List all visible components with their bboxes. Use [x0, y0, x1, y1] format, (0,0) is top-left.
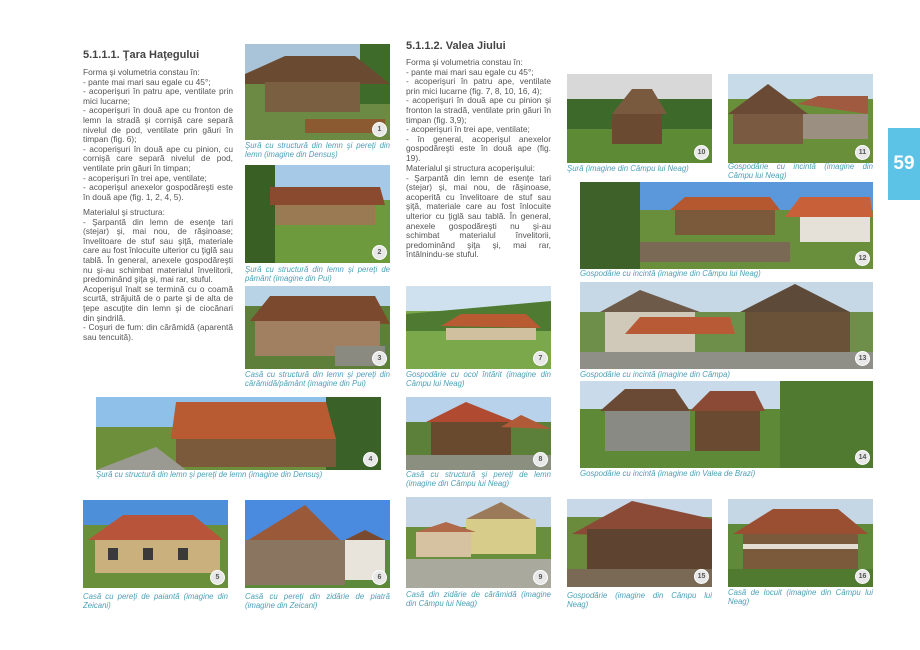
figure-number-14: 14	[855, 450, 870, 465]
photo-6	[245, 500, 390, 588]
photo-4	[96, 397, 381, 470]
figure-number-5: 5	[210, 570, 225, 585]
caption-15: Gospodărie (imagine din Câmpu lui Neag)	[567, 591, 712, 609]
figure-number-16: 16	[855, 569, 870, 584]
caption-2: Şură cu structură din lemn şi pereţi de pământ (imagine din Pui)	[245, 265, 390, 283]
caption-16: Casă de locuit (imagine din Câmpu lui Neag)	[728, 588, 873, 606]
caption-7: Gospodărie cu ocol întărit (imagine din Câmpu lui Neag)	[406, 370, 551, 388]
section-title-tara-hategului: 5.1.1.1. Ţara Haţegului	[83, 49, 200, 61]
caption-11: Gospodărie cu incintă (imagine din Câmpu lui Neag)	[728, 162, 873, 180]
figure-number-1: 1	[372, 122, 387, 137]
photo-13	[580, 282, 873, 369]
photo-12	[580, 182, 873, 269]
figure-number-3: 3	[372, 351, 387, 366]
caption-13: Gospodărie cu incintă (imagine din Câmpa)	[580, 370, 730, 379]
section-body-forma: Forma şi volumetria constau în: - pante mai mari sau egale cu 45°; - acoperişuri în patru ape, ventilate prin mici lucarne; - acoperişuri în două ape cu fronton de lemn la stradă şi cornişă care separă nivelul de pod, ventilate prin găuri în timpan (fig. 6); - acoperişuri în două ape cu pinion, cu cornişă care separă nivelul de pod, ventilate prin găuri în timpan; - acoperişuri în trei ape, ventilate; - acoperişul anexelor gospodăreşti este în două ape (fig. 1, 2, 4, 5).	[83, 67, 233, 202]
photo-7	[406, 286, 551, 369]
photo-8	[406, 397, 551, 470]
caption-8: Casă cu structură şi pereţi de lemn (imagine din Câmpu lui Neag)	[406, 470, 551, 488]
photo-5	[83, 500, 228, 588]
caption-6: Casă cu pereţi din zidărie de piatră (imagine din Zeicani)	[245, 592, 390, 610]
section-body-forma-jiu: Forma şi volumetria constau în: - pante mai mari sau egale cu 45°; - acoperişuri în patru ape, ventilate prin mici lucarne (fig. 7, 8, 10, 16, 4); - acoperişuri în două ape cu pinion şi fronton la stradă, ventilate prin găuri în timpan (fig. 3,9); - acoperişuri în trei ape, ventilate; - în general, acoperişul anexelor gospodăreşti este în două ape (fig. 19).	[406, 57, 551, 163]
caption-10: Şură (imagine din Câmpu lui Neag)	[567, 164, 689, 173]
photo-1	[245, 44, 390, 140]
figure-number-4: 4	[363, 452, 378, 467]
figure-number-13: 13	[855, 351, 870, 366]
figure-number-11: 11	[855, 145, 870, 160]
photo-3	[245, 286, 390, 369]
figure-number-6: 6	[372, 570, 387, 585]
page-number-tab: 59	[888, 128, 920, 200]
photo-10	[567, 74, 712, 163]
figure-number-2: 2	[372, 245, 387, 260]
caption-14: Gospodărie cu incintă (imagine din Valea de Brazi)	[580, 469, 756, 478]
photo-11	[728, 74, 873, 163]
section-title-valea-jiului: 5.1.1.2. Valea Jiului	[406, 40, 506, 52]
caption-5: Casă cu pereţi de paiantă (imagine din Zeicani)	[83, 592, 228, 610]
caption-12: Gospodărie cu incintă (imagine din Câmpu lui Neag)	[580, 269, 761, 278]
caption-3: Casă cu structură din lemn şi pereţi din cărămidă/pământ (imagine din Pui)	[245, 370, 390, 388]
figure-number-7: 7	[533, 351, 548, 366]
section-body-material: Materialul şi structura: - Şarpantă din lemn de esenţe tari (stejar) şi, mai nou, de răşinoase; învelitoare de stuf sau şiţă, materiale care au fost înlocuite ulterior cu ţiglă sau tablă. În general, anexele gospodăreşti nu şi-au schimbat materialul învelitorii, predominând şiţa şi, mai rar, stuful. Acoperişul înalt se termină cu o coamă scurtă, străjuită de o parte şi de alta de ţepe ascuţite din lemn şi de ciocănari din şindrilă. - Coşuri de fum: din cărămidă (aparentă sau tencuită).	[83, 207, 233, 342]
caption-1: Şură cu structură din lemn şi pereţi din lemn (imagine din Densuş)	[245, 141, 390, 159]
section-body-material-jiu: Materialul şi structura acoperişului: - Şarpantă din lemn de esenţe tari (stejar) şi, mai nou, de răşinoase, acoperită cu învelitoare de stuf sau şiţă, materiale care au fost înlocuite ulterior cu ţiglă sau tablă. În general, anexele gospodăreşti nu şi-au schimbat materialul învelitorii, predominând şiţa şi, mai rar, întâlnindu-se stuful.	[406, 163, 551, 260]
caption-4: Şură cu structură din lemn şi pereţi de lemn (imagine din Densuş)	[96, 470, 323, 479]
figure-number-8: 8	[533, 452, 548, 467]
figure-number-15: 15	[694, 569, 709, 584]
photo-9	[406, 497, 551, 588]
figure-number-12: 12	[855, 251, 870, 266]
photo-14	[580, 381, 873, 468]
photo-15	[567, 499, 712, 587]
caption-9: Casă din zidărie de cărămidă (imagine din Câmpu lui Neag)	[406, 590, 551, 608]
photo-16	[728, 499, 873, 587]
photo-2	[245, 165, 390, 263]
figure-number-9: 9	[533, 570, 548, 585]
figure-number-10: 10	[694, 145, 709, 160]
